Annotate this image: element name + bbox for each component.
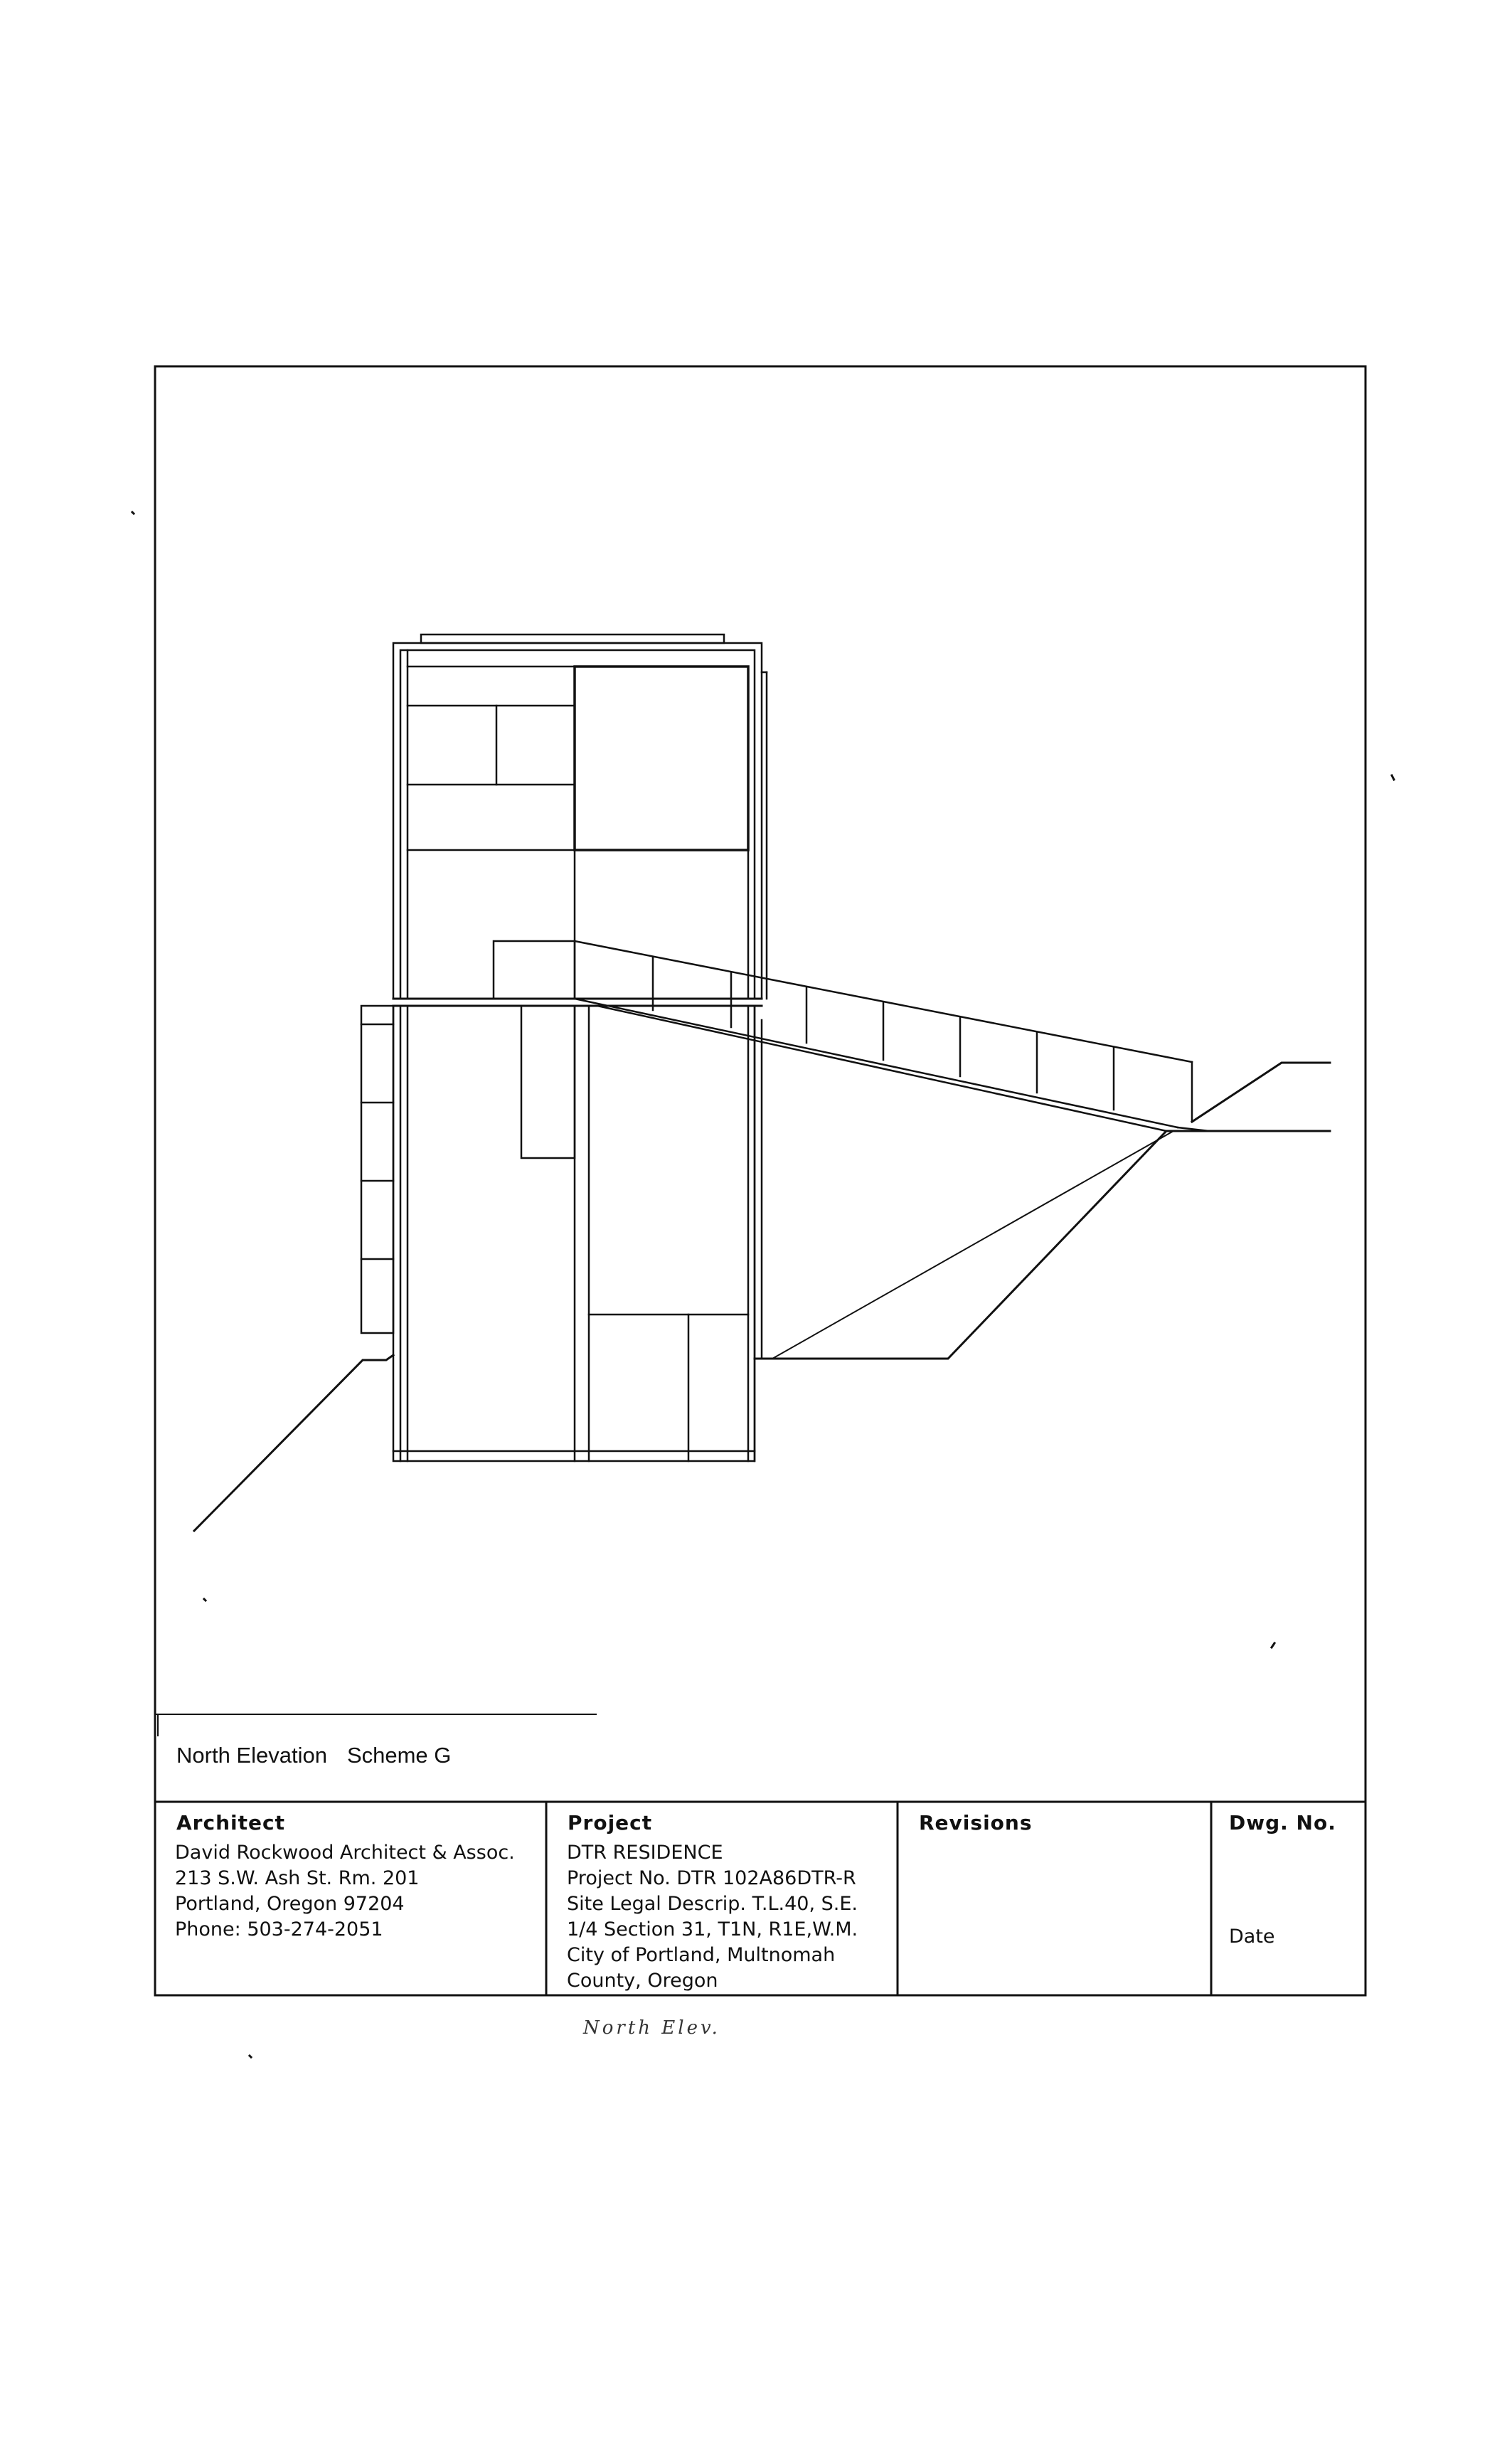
drawing-caption [176, 1743, 471, 1768]
project-line: DTR RESIDENCE [567, 1842, 723, 1864]
architect-line: Portland, Oregon 97204 [175, 1893, 405, 1915]
lower-volume [393, 1006, 762, 1461]
caption-view: North Elevation [176, 1743, 327, 1768]
bridge-brace [772, 1131, 1173, 1359]
revisions-heading: Revisions [919, 1811, 1033, 1835]
project-line: Project No. DTR 102A86DTR-R [567, 1867, 856, 1889]
paper-marks [132, 512, 1394, 2057]
upper-volume [393, 635, 767, 999]
date-label: Date [1229, 1926, 1275, 1948]
handwritten-note: North Elev. [583, 2017, 720, 2039]
architect-heading: Architect [176, 1811, 285, 1835]
architect-line: David Rockwood Architect & Assoc. [175, 1842, 515, 1864]
caption-scheme: Scheme G [346, 1743, 452, 1768]
project-line: 1/4 Section 31, T1N, R1E,W.M. [567, 1918, 858, 1940]
bridge [575, 941, 1209, 1131]
left-panel-stack [361, 1006, 393, 1333]
project-line: County, Oregon [567, 1970, 718, 1992]
project-line: Site Legal Descrip. T.L.40, S.E. [567, 1893, 858, 1915]
project-line: City of Portland, Multnomah [567, 1944, 836, 1966]
architect-line: Phone: 503-274-2051 [175, 1918, 383, 1940]
drawing-number-heading: Dwg. No. [1229, 1811, 1336, 1835]
caption-box [155, 1714, 596, 1736]
architect-line: 213 S.W. Ash St. Rm. 201 [175, 1867, 420, 1889]
project-heading: Project [568, 1811, 653, 1835]
